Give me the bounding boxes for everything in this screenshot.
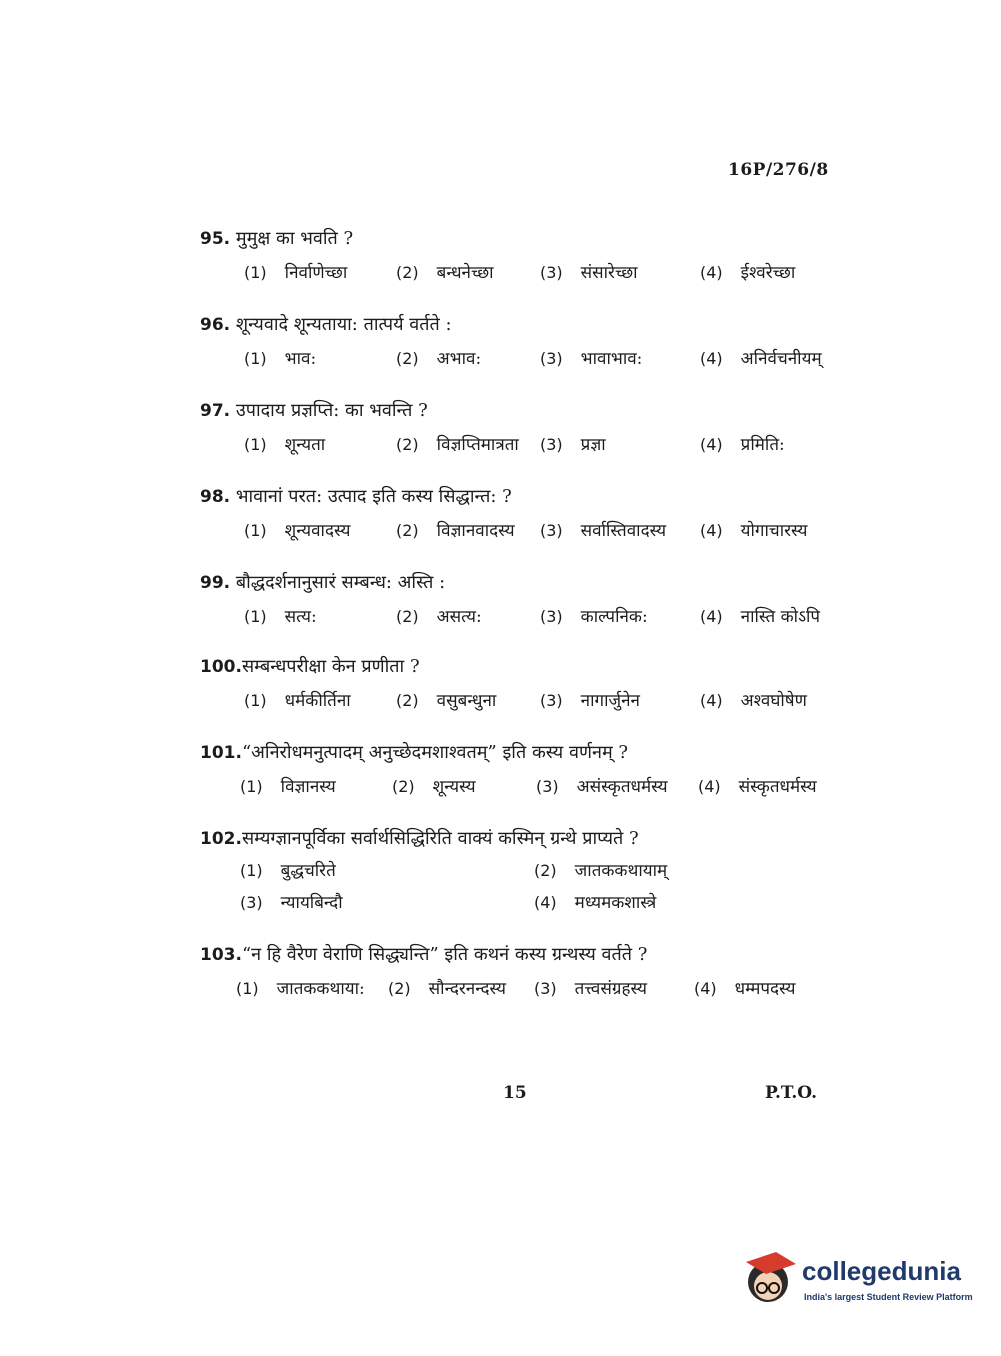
option-4: (4) योगाचारस्य xyxy=(700,521,808,541)
option-1: (1) धर्मकीर्तिना xyxy=(244,691,351,711)
page-number: 15 xyxy=(503,1083,527,1103)
option-2: (2) शून्यस्य xyxy=(392,777,476,797)
question-text: सम्यग्ज्ञानपूर्विका सर्वार्थसिद्धिरिति वाक्यं कस्मिन् ग्रन्थे प्राप्यते ? xyxy=(241,828,639,849)
collegedunia-watermark xyxy=(742,1250,972,1310)
question-text: सम्बन्धपरीक्षा केन प्रणीता ? xyxy=(241,656,420,677)
question-98 xyxy=(200,484,860,548)
question-text: बौद्धदर्शनानुसारं सम्बन्ध: अस्ति : xyxy=(235,572,446,593)
options-row xyxy=(200,976,860,1006)
question-text: भावानां परत: उत्पाद इति कस्य सिद्धान्त: ? xyxy=(235,486,512,507)
question-text: “अनिरोधमनुत्पादम् अनुच्छेदमशाश्वतम्” इति कस्य वर्णनम् ? xyxy=(241,742,629,763)
option-3: (3) असंस्कृतधर्मस्य xyxy=(536,777,668,797)
brand-name: collegedunia xyxy=(802,1256,961,1286)
option-1: (1) भाव: xyxy=(244,349,317,369)
option-3: (3) तत्त्वसंग्रहस्य xyxy=(534,979,647,999)
paper-code: 16P/276/8 xyxy=(728,160,829,180)
question-text: शून्यवादे शून्यताया: तात्पर्य वर्तते : xyxy=(235,314,452,335)
question-number: 102. xyxy=(200,829,242,849)
question-number: 96. xyxy=(200,315,231,335)
option-1: (1) जातककथाया: xyxy=(236,979,365,999)
option-3: (3) भावाभाव: xyxy=(540,349,643,369)
question-text: “न हि वैरेण वेराणि सिद्ध्यन्ति” इति कथनं कस्य ग्रन्थस्य वर्तते ? xyxy=(241,944,648,965)
question-number: 98. xyxy=(200,487,231,507)
question-100 xyxy=(200,654,860,718)
options-row xyxy=(200,518,860,548)
option-1: (1) शून्यता xyxy=(244,435,326,455)
question-102 xyxy=(200,826,860,922)
options-row xyxy=(200,774,860,804)
option-3: (3) प्रज्ञा xyxy=(540,435,606,455)
option-4: (4) संस्कृतधर्मस्य xyxy=(698,777,817,797)
options-row xyxy=(200,346,860,376)
question-99 xyxy=(200,570,860,634)
option-4: (4) प्रमिति: xyxy=(700,435,785,455)
mascot-icon xyxy=(742,1250,798,1310)
option-4: (4) ईश्वरेच्छा xyxy=(700,263,796,283)
option-2: (2) बन्धनेच्छा xyxy=(396,263,494,283)
option-4: (4) नास्ति कोऽपि xyxy=(700,607,821,627)
question-number: 100. xyxy=(200,657,242,677)
option-2: (2) जातककथायाम् xyxy=(534,861,668,881)
option-2: (2) सौन्दरनन्दस्य xyxy=(388,979,506,999)
option-1: (1) निर्वाणेच्छा xyxy=(244,263,348,283)
question-text: उपादाय प्रज्ञप्ति: का भवन्ति ? xyxy=(235,400,428,421)
options-row xyxy=(200,432,860,462)
option-2: (2) वसुबन्धुना xyxy=(396,691,497,711)
option-1: (1) बुद्धचरिते xyxy=(240,861,336,881)
options-row xyxy=(200,260,860,290)
question-96 xyxy=(200,312,860,376)
option-3: (3) संसारेच्छा xyxy=(540,263,638,283)
brand-tagline: India's largest Student Review Platform xyxy=(804,1292,973,1302)
option-1: (1) विज्ञानस्य xyxy=(240,777,336,797)
question-number: 103. xyxy=(200,945,242,965)
option-3: (3) सर्वास्तिवादस्य xyxy=(540,521,667,541)
option-3: (3) न्यायबिन्दौ xyxy=(240,893,343,913)
pto-label: P.T.O. xyxy=(765,1083,817,1103)
options-row xyxy=(200,604,860,634)
option-4: (4) धम्मपदस्य xyxy=(694,979,796,999)
question-95 xyxy=(200,226,860,290)
question-text: मुमुक्ष का भवति ? xyxy=(235,228,354,249)
option-2: (2) विज्ञानवादस्य xyxy=(396,521,515,541)
option-4: (4) मध्यमकशास्त्रे xyxy=(534,893,657,913)
question-number: 99. xyxy=(200,573,231,593)
option-3: (3) काल्पनिक: xyxy=(540,607,648,627)
option-1: (1) सत्य: xyxy=(244,607,317,627)
option-3: (3) नागार्जुनेन xyxy=(540,691,640,711)
question-number: 97. xyxy=(200,401,231,421)
option-2: (2) अभाव: xyxy=(396,349,482,369)
option-2: (2) विज्ञप्तिमात्रता xyxy=(396,435,519,455)
option-1: (1) शून्यवादस्य xyxy=(244,521,351,541)
question-101 xyxy=(200,740,860,804)
question-number: 101. xyxy=(200,743,242,763)
question-number: 95. xyxy=(200,229,231,249)
question-103 xyxy=(200,942,860,1006)
options-grid xyxy=(200,858,860,922)
option-4: (4) अनिर्वचनीयम् xyxy=(700,349,822,369)
options-row xyxy=(200,688,860,718)
question-97 xyxy=(200,398,860,462)
option-4: (4) अश्वघोषेण xyxy=(700,691,807,711)
option-2: (2) असत्य: xyxy=(396,607,482,627)
